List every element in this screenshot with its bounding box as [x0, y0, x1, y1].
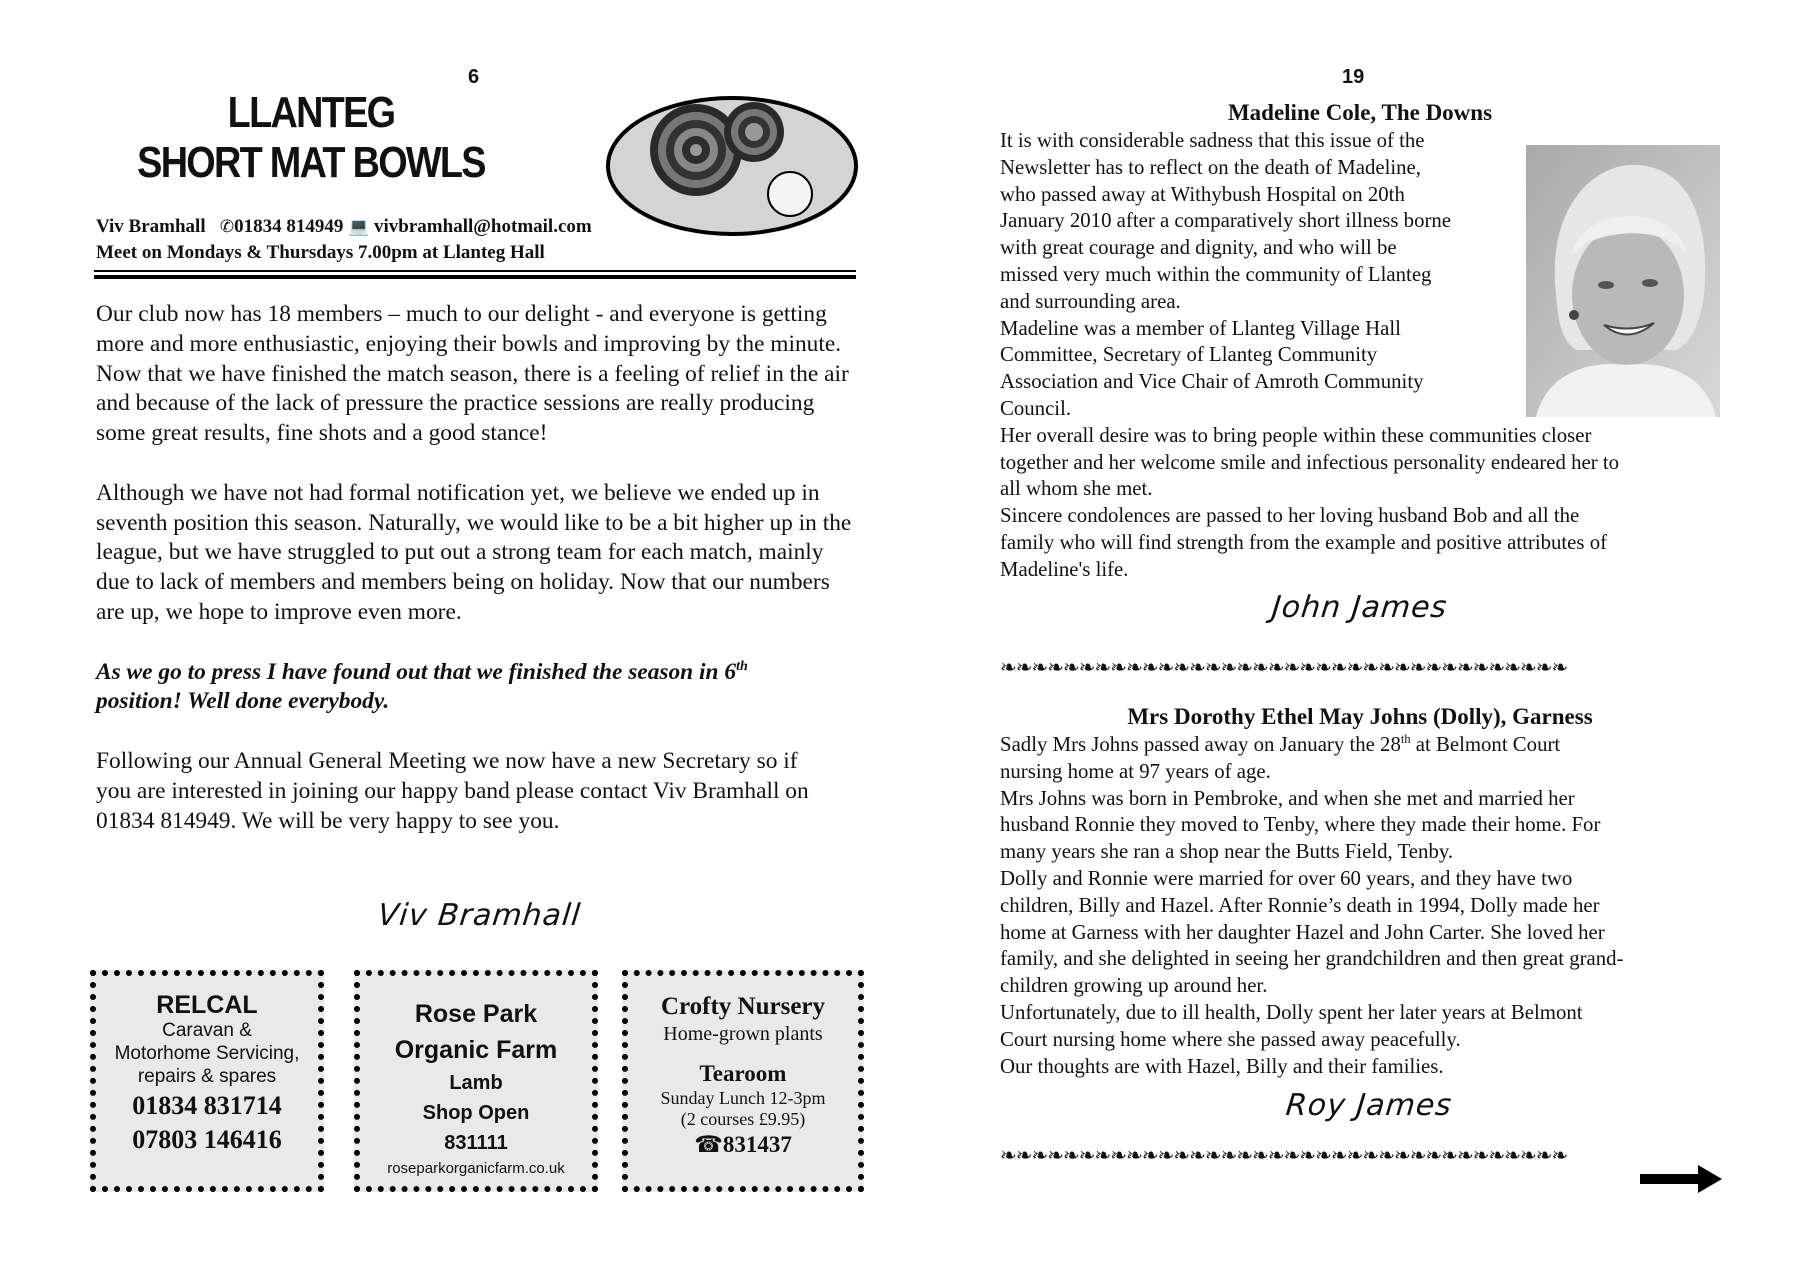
bowl-icon — [724, 102, 784, 162]
paragraph: Following our Annual General Meeting we now have a new Secretary so if you are interested in joining our happy band please contact Viv Bramhall on 01834 814949. We will be very happy to see you. — [96, 747, 809, 834]
right-page — [900, 0, 1800, 1273]
text-line: family, and she delighted in seeing her grandchildren and then great grand- — [1000, 947, 1624, 971]
text-line: Madeline was a member of Llanteg Village Hall — [1000, 316, 1401, 340]
computer-icon: 💻 — [348, 217, 370, 237]
text-line: Committee, Secretary of Llanteg Community — [1000, 343, 1378, 367]
ad-line: Caravan & — [162, 1020, 252, 1041]
text-line: many years she ran a shop near the Butts Field, Tenby. — [1000, 840, 1454, 864]
ad-phone: 831437 — [722, 1131, 792, 1157]
text-line: nursing home at 97 years of age. — [1000, 759, 1271, 783]
ad-tagline: Home-grown plants — [663, 1023, 823, 1045]
text-sup: th — [1400, 732, 1411, 747]
phone-icon: ✆ — [219, 217, 235, 237]
article-heading: Madeline Cole, The Downs — [1227, 100, 1493, 125]
text-line: Our thoughts are with Hazel, Billy and their families. — [1000, 1054, 1444, 1078]
article-body — [1000, 732, 1712, 1080]
ad-phone: 07803 146416 — [132, 1124, 282, 1154]
text-line: Association and Vice Chair of Amroth Community — [1000, 370, 1424, 394]
ad-phone: 01834 831714 — [132, 1091, 282, 1121]
meeting-info: Meet on Mondays & Thursdays 7.00pm at Llanteg Hall — [96, 242, 545, 263]
text-line: Mrs Johns was born in Pembroke, and when she met and married her — [1000, 786, 1575, 810]
ad-crofty-nursery — [622, 970, 864, 1192]
club-contact — [96, 214, 592, 266]
jack-ball-icon — [768, 172, 812, 216]
ornament-divider: ❧❧❧❧❧❧❧❧❧❧❧❧❧❧❧❧❧❧❧❧❧❧❧❧❧❧❧❧❧❧❧❧❧❧❧❧ — [1000, 1143, 1568, 1167]
signature: Viv Bramhall — [376, 898, 583, 933]
text-line: together and her welcome smile and infectious personality endeared her to — [1000, 450, 1620, 474]
text-line: children, Billy and Hazel. After Ronnie’s death in 1994, Dolly made her — [1000, 893, 1600, 917]
text-line: Sincere condolences are passed to her loving husband Bob and all the — [1000, 504, 1580, 528]
text-line: who passed away at Withybush Hospital on 20th — [1000, 182, 1405, 206]
page-number: 19 — [1342, 66, 1365, 88]
ad-shop: Shop Open — [422, 1102, 530, 1124]
ad-product: Lamb — [449, 1072, 503, 1094]
highlight-paragraph — [96, 658, 836, 718]
ad-line: repairs & spares — [137, 1065, 277, 1087]
paragraph: Our club now has 18 members – much to our delight - and everyone is getting more and more enthusiastic, enjoying their bowls and improving by the minute. Now that we have finished the match season, there is a feeling of relief in the air and because of the lack of pressure the practice sessions are really producing some great results, fine shots and a good stance! — [96, 301, 849, 447]
page-number: 6 — [468, 66, 480, 88]
highlight-sup: th — [736, 657, 748, 674]
ad-relcal — [90, 970, 324, 1192]
telephone-icon: ☎ — [694, 1131, 723, 1158]
right-arrow-icon[interactable] — [1640, 1165, 1722, 1193]
text-line: home at Garness with her daughter Hazel and John Carter. She loved her — [1000, 920, 1605, 944]
contact-phone: 01834 814949 — [234, 216, 344, 237]
article-body — [96, 300, 856, 836]
highlight-text-end: position! Well done everybody. — [96, 688, 390, 715]
ad-name: Crofty Nursery — [660, 993, 826, 1020]
ad-name: Organic Farm — [394, 1036, 558, 1064]
bowls-illustration — [604, 92, 860, 242]
text-line: Dolly and Ronnie were married for over 60 years, and they have two — [1000, 866, 1573, 890]
text-line: with great courage and dignity, and who will be — [1000, 236, 1397, 260]
text-line: Newsletter has to reflect on the death of Madeline, — [1000, 155, 1421, 179]
text-line: Madeline's life. — [1000, 557, 1129, 581]
text-line: husband Ronnie they moved to Tenby, where they made their home. For — [1000, 813, 1601, 837]
contact-email: vivbramhall@hotmail.com — [374, 216, 592, 237]
text-line — [1000, 732, 1712, 759]
article-body — [1000, 128, 1712, 584]
header-rule-thin — [94, 270, 856, 272]
text-line: Court nursing home where she passed away peacefully. — [1000, 1027, 1461, 1051]
signature: Roy James — [1284, 1088, 1454, 1123]
ad-tearoom: Tearoom — [699, 1061, 787, 1086]
text-line: all whom she met. — [1000, 477, 1153, 501]
contact-name: Viv Bramhall — [96, 216, 206, 237]
text-line: family who will find strength from the example and positive attributes of — [1000, 530, 1608, 554]
title-line-1: LLANTEG — [227, 88, 395, 137]
title-line-2: SHORT MAT BOWLS — [137, 138, 485, 187]
text-line: children growing up around her. — [1000, 974, 1268, 998]
ornament-divider: ❧❧❧❧❧❧❧❧❧❧❧❧❧❧❧❧❧❧❧❧❧❧❧❧❧❧❧❧❧❧❧❧❧❧❧❧ — [1000, 655, 1568, 679]
ad-price: (2 courses £9.95) — [680, 1109, 806, 1130]
text-line: Council. — [1000, 396, 1072, 420]
highlight-text: As we go to press I have found out that we finished the season in 6 — [96, 658, 737, 685]
text-line: Her overall desire was to bring people within these communities closer — [1000, 423, 1592, 447]
ad-line: Motorhome Servicing, — [114, 1042, 300, 1064]
ad-name: Rose Park — [414, 1000, 538, 1028]
ad-rose-park — [354, 970, 598, 1192]
ad-phone: 831111 — [444, 1132, 508, 1154]
text-line: and surrounding area. — [1000, 289, 1181, 313]
text-fragment: at Belmont Court — [1410, 733, 1561, 756]
text-line: January 2010 after a comparatively short illness borne — [1000, 209, 1452, 233]
ad-lunch: Sunday Lunch 12-3pm — [660, 1087, 826, 1108]
club-title — [126, 88, 496, 188]
signature: John James — [1270, 590, 1450, 625]
ad-name: RELCAL — [156, 991, 258, 1019]
article-heading: Mrs Dorothy Ethel May Johns (Dolly), Garness — [1127, 704, 1593, 729]
text-fragment: Sadly Mrs Johns passed away on January the 28 — [1000, 733, 1401, 756]
text-line: missed very much within the community of Llanteg — [1000, 262, 1432, 286]
paragraph: Although we have not had formal notification yet, we believe we ended up in seventh position this season. Naturally, we would like to be a bit higher up in the league, but we have struggled to put out a strong team for each match, mainly due to lack of members and members being on holiday. Now that our numbers are up, we hope to improve even more. — [96, 479, 852, 625]
text-line: It is with considerable sadness that this issue of the — [1000, 129, 1425, 152]
ad-website: roseparkorganicfarm.co.uk — [387, 1160, 565, 1177]
text-line: Unfortunately, due to ill health, Dolly spent her later years at Belmont — [1000, 1000, 1583, 1024]
header-rule-thick — [94, 275, 856, 279]
